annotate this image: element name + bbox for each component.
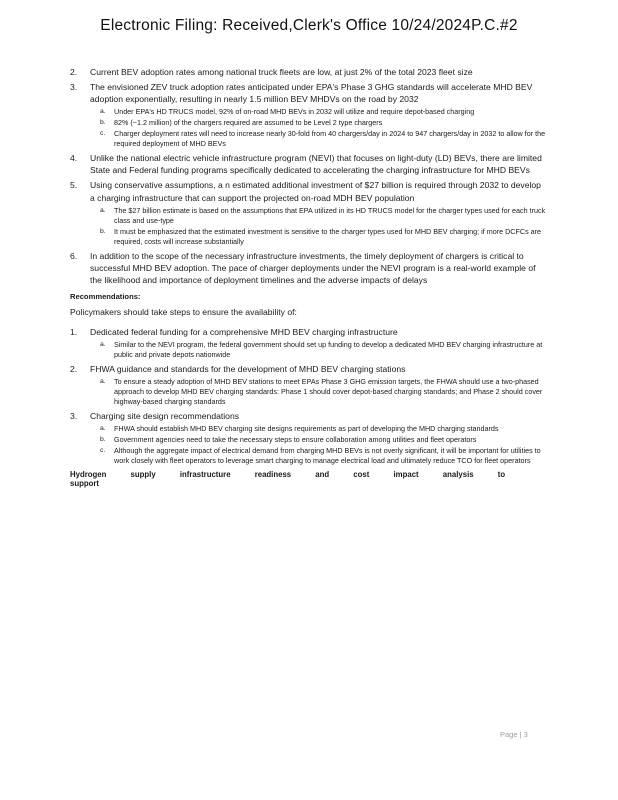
list-item-text: Unlike the national electric vehicle infrastructure program (NEVI) that focuses on light-duty (LD) BEVs, there are limited State and Federal funding programs specifically dedicated to accelerating the charging infrastructure for MHD BEVs xyxy=(90,153,542,176)
sub-list-text: Under EPA's HD TRUCS model, 92% of on-road MHD BEVs in 2032 will utilize and require depot-based charging xyxy=(114,107,475,117)
list-number: 4. xyxy=(70,153,78,164)
sub-list-item xyxy=(90,424,548,434)
list-item-text: The envisioned ZEV truck adoption rates anticipated under EPA's Phase 3 GHG standards will accelerate MHD BEV adoption exponentially, resulting in nearly 1.5 million BEV MHDVs on the road by 2032 xyxy=(90,82,533,105)
sub-list-item xyxy=(90,377,548,407)
sub-list-letter: b. xyxy=(100,119,106,127)
sub-list-item xyxy=(90,206,548,226)
list-number: 2. xyxy=(70,364,78,375)
list-item-text: Current BEV adoption rates among national truck fleets are low, at just 2% of the total 2023 fleet size xyxy=(90,67,473,77)
list-item xyxy=(70,179,548,246)
sub-list-text: Similar to the NEVI program, the federal government should set up funding to develop a dedicated MHD BEV charging infrastructure at public and private depots nationwide xyxy=(114,340,543,360)
page-number: Page | 3 xyxy=(500,730,528,739)
list-item xyxy=(70,363,548,407)
sub-list-letter: a. xyxy=(100,341,106,349)
sub-list-item xyxy=(90,227,548,247)
document-header: Electronic Filing: Received,Clerk's Office 10/24/2024P.C.#2 xyxy=(100,17,518,34)
section-heading-hydrogen: Hydrogen supply infrastructure readiness and cost impact analysis to support xyxy=(70,470,506,489)
sub-list-item xyxy=(90,446,548,466)
sub-list-letter: a. xyxy=(100,378,106,386)
list-item-text: In addition to the scope of the necessary infrastructure investments, the timely deployment of chargers is critical to successful MHD BEV adoption. The pace of charger deployments under the NEVI program is a real-world example of the likelihood and importance of deployment timelines and the adverse impacts of delays xyxy=(90,250,536,285)
policy-lead: Policymakers should take steps to ensure the availability of: xyxy=(70,306,297,317)
sub-list xyxy=(90,424,548,466)
recommendations-list xyxy=(70,326,548,466)
list-item-text: FHWA guidance and standards for the development of MHD BEV charging stations xyxy=(90,364,406,375)
sub-list-item xyxy=(90,435,548,445)
sub-list-text: Government agencies need to take the necessary steps to ensure collaboration among utilities and fleet operators xyxy=(114,435,477,445)
sub-list-letter: a. xyxy=(100,108,106,116)
sub-list-letter: c. xyxy=(100,130,106,138)
sub-list-text: FHWA should establish MHD BEV charging site designs requirements as part of developing the MHD charging standards xyxy=(114,424,499,434)
list-item xyxy=(70,326,548,360)
document-body xyxy=(70,66,548,488)
sub-list-letter: a. xyxy=(100,425,106,433)
list-item xyxy=(70,410,548,466)
list-number: 2. xyxy=(70,67,78,77)
sub-list-letter: a. xyxy=(100,206,106,214)
list-item-text: Charging site design recommendations xyxy=(90,411,240,422)
sub-list-letter: c. xyxy=(100,447,106,455)
list-item xyxy=(70,152,548,176)
list-number: 6. xyxy=(70,250,78,261)
list-item xyxy=(70,81,548,149)
sub-list-text: Charger deployment rates will need to increase nearly 30-fold from 40 chargers/day in 2024 to 947 chargers/day in 2032 to allow for the required deployment of MHD BEVs xyxy=(114,129,546,149)
findings-list xyxy=(70,66,548,286)
list-number: 1. xyxy=(70,327,78,338)
sub-list xyxy=(90,107,548,149)
sub-list-text: It must be emphasized that the estimated investment is sensitive to the charger types used for MHD BEV charging; if more DCFCs are required, costs will increase substantially xyxy=(114,226,542,246)
recommendations-heading: Recommendations: xyxy=(70,291,141,301)
sub-list-item xyxy=(90,340,548,360)
list-number: 3. xyxy=(70,411,78,422)
sub-list-letter: b. xyxy=(100,436,106,444)
list-item-text: Using conservative assumptions, a n estimated additional investment of $27 billion is required through 2032 to develop a charging infrastructure that can support the projected on-road MDH BEV population xyxy=(90,180,541,203)
list-item-text: Dedicated federal funding for a comprehensive MHD BEV charging infrastructure xyxy=(90,327,398,338)
sub-list xyxy=(90,377,548,407)
sub-list-text: Although the aggregate impact of electrical demand from charging MHD BEVs is not overly significant, it will be important for utilities to work closely with fleet operators to leverage smart charging to manage electrical load and ultimately reduce TCO for fleet operators xyxy=(114,446,541,466)
sub-list xyxy=(90,206,548,247)
list-item xyxy=(70,250,548,286)
sub-list-item xyxy=(90,118,548,128)
list-number: 5. xyxy=(70,180,78,191)
sub-list-text: To ensure a steady adoption of MHD BEV stations to meet EPAs Phase 3 GHG emission targets, the FHWA should use a two-phased approach to develop MHD BEV charging standards: Phase 1 should cover depot-based charging standards; and Phase 2 should cover highway-based charging standards xyxy=(114,377,543,407)
sub-list-text: 82% (~1.2 million) of the chargers required are assumed to be Level 2 type chargers xyxy=(114,118,383,128)
sub-list xyxy=(90,340,548,360)
sub-list-letter: b. xyxy=(100,227,106,235)
sub-list-text: The $27 billion estimate is based on the assumptions that EPA utilized in its HD TRUCS model for the charger types used for each truck class and use-type xyxy=(114,205,546,225)
sub-list-item xyxy=(90,129,548,149)
sub-list-item xyxy=(90,107,548,117)
list-number: 3. xyxy=(70,82,78,93)
list-item xyxy=(70,66,548,78)
